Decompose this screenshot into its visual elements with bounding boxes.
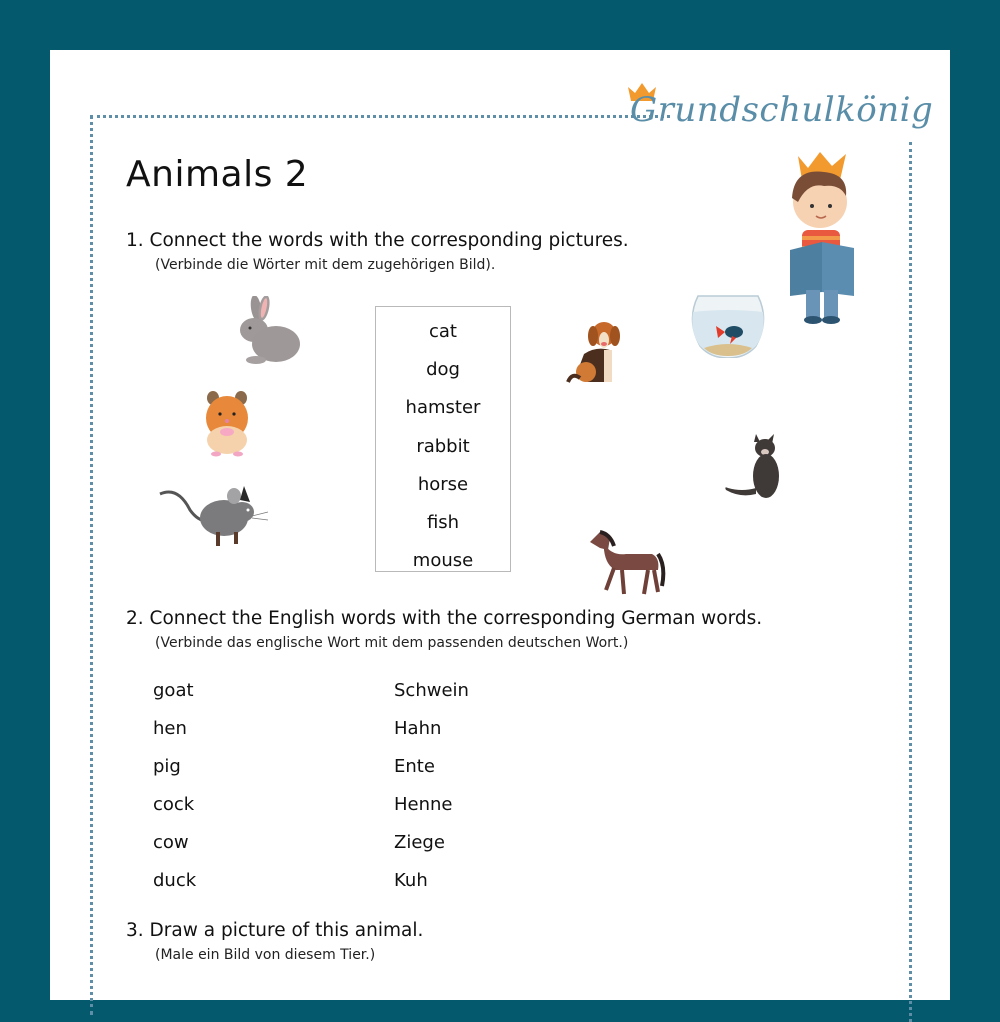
word-item[interactable]: cat bbox=[429, 321, 457, 342]
word-item[interactable]: hamster bbox=[405, 397, 481, 419]
dotted-border-left bbox=[90, 115, 93, 1015]
german-word[interactable]: Kuh bbox=[394, 870, 428, 891]
german-word[interactable]: Ente bbox=[394, 756, 435, 777]
german-word[interactable]: Ziege bbox=[394, 832, 445, 853]
mascot-boy-icon bbox=[780, 150, 866, 325]
task1-instruction: 1. Connect the words with the corresponding pictures. bbox=[126, 230, 629, 251]
mouse-icon bbox=[158, 480, 270, 548]
dog-icon bbox=[566, 320, 622, 386]
brand-logo: Grundschulkönig bbox=[630, 90, 934, 130]
word-item[interactable]: horse bbox=[417, 473, 469, 495]
english-word[interactable]: cock bbox=[153, 794, 195, 815]
dotted-border-top bbox=[90, 115, 670, 118]
task3-translation: (Male ein Bild von diesem Tier.) bbox=[155, 947, 376, 963]
word-item[interactable]: rabbit bbox=[416, 435, 470, 457]
german-word[interactable]: Hahn bbox=[394, 718, 442, 739]
fishbowl-icon bbox=[690, 294, 766, 358]
cat-icon bbox=[722, 432, 782, 500]
task2-translation: (Verbinde das englische Wort mit dem passenden deutschen Wort.) bbox=[155, 635, 629, 651]
task2-instruction: 2. Connect the English words with the corresponding German words. bbox=[126, 608, 763, 629]
hamster-icon bbox=[204, 390, 250, 458]
word-item[interactable]: dog bbox=[426, 359, 460, 381]
english-word[interactable]: duck bbox=[153, 870, 197, 891]
english-word[interactable]: pig bbox=[153, 756, 181, 777]
english-word[interactable]: hen bbox=[153, 718, 187, 739]
worksheet-page bbox=[50, 50, 950, 1000]
horse-icon bbox=[586, 530, 666, 596]
page-title: Animals 2 bbox=[126, 154, 309, 195]
dotted-border-right bbox=[909, 142, 912, 1022]
task1-translation: (Verbinde die Wörter mit dem zugehörigen Bild). bbox=[155, 257, 496, 273]
english-word[interactable]: goat bbox=[153, 680, 194, 701]
german-word[interactable]: Schwein bbox=[394, 680, 469, 701]
english-word[interactable]: cow bbox=[153, 832, 189, 853]
word-list-box bbox=[375, 306, 511, 572]
german-word[interactable]: Henne bbox=[394, 794, 453, 815]
word-item[interactable]: fish bbox=[426, 511, 460, 533]
word-item[interactable]: mouse bbox=[412, 550, 474, 572]
rabbit-icon bbox=[230, 296, 302, 366]
task3-instruction: 3. Draw a picture of this animal. bbox=[126, 920, 424, 941]
